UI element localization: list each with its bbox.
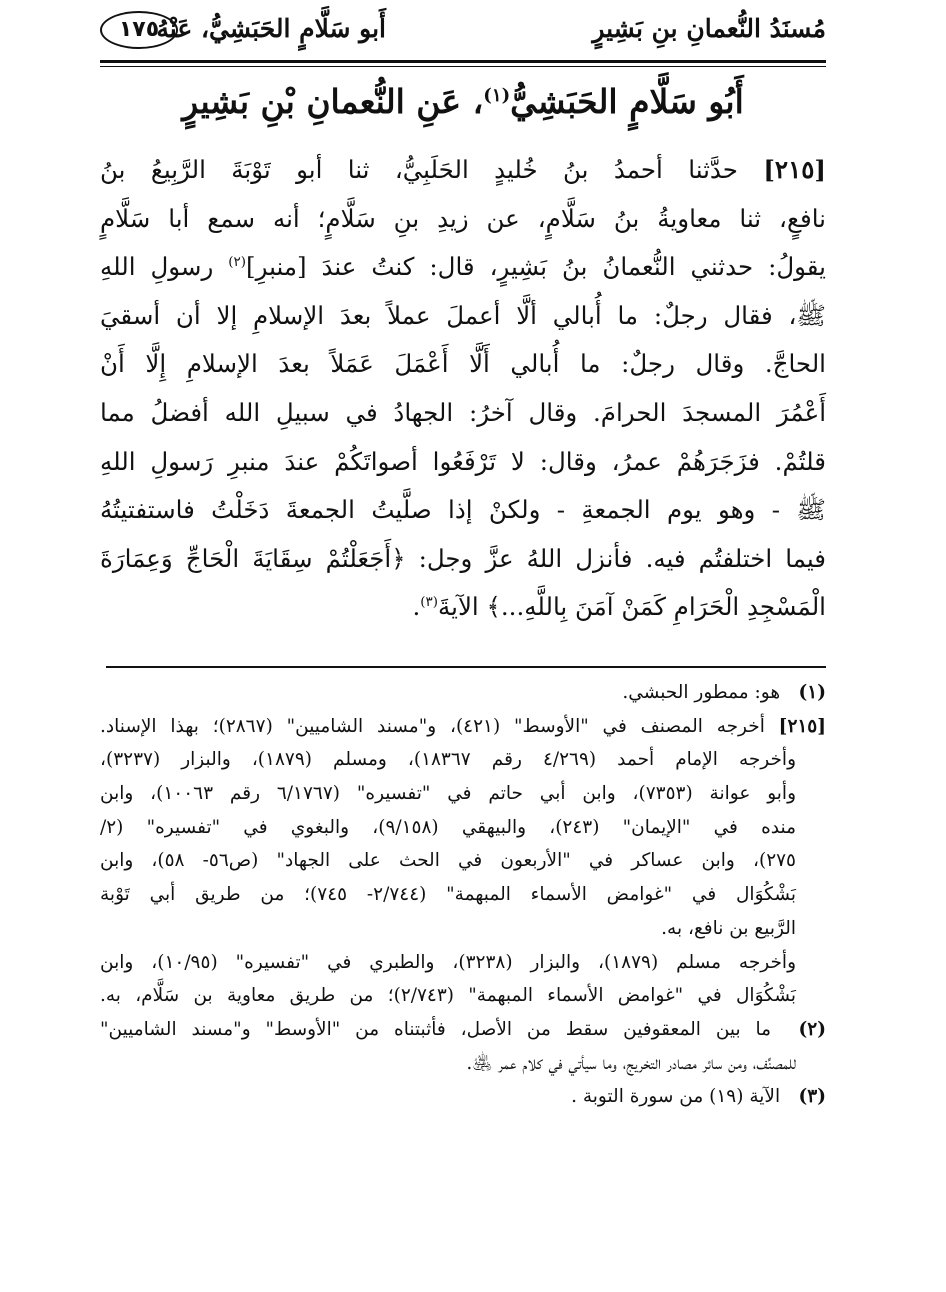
chapter-title-part1: أَبُو سَلَّامٍ الحَبَشِيُّ bbox=[510, 82, 744, 121]
hadith-line-10 bbox=[100, 583, 826, 632]
running-header bbox=[100, 8, 826, 52]
footnote-mark-1: (١) bbox=[798, 682, 826, 703]
footnote-215-line: وأبو عوانة (٧٣٥٣)، وابن أبي حاتم في "تفسيره" (٦/١٧٦٧ رقم ١٠٠٦٣)، وابن bbox=[100, 783, 796, 805]
footnote-mark-3: (٣) bbox=[798, 1086, 826, 1108]
hadith-line-7: قلتُمْ. فزَجَرَهُمْ عمرُ، وقال: لا تَرْفَعُوا أصواتَكُمْ عندَ منبرِ رَسولِ اللهِ bbox=[100, 446, 826, 476]
hadith-line-3 bbox=[100, 243, 826, 292]
footnote-text: هو: ممطور الحبشي. bbox=[622, 682, 781, 703]
footnote-mark-215: [٢١٥] bbox=[778, 715, 827, 737]
footnote-215-line: بَشْكُوَال في "غوامض الأسماء المبهمة" (٢/٧٤٤- ٧٤٥)؛ من طريق أبي تَوْبة bbox=[100, 884, 796, 906]
hadith-number: [٢١٥] bbox=[763, 155, 826, 184]
footnote-ref-1[interactable]: (١) bbox=[483, 85, 511, 106]
hadith-line-4: ﷺ، فقال رجلٌ: ما أُبالي ألَّا أعملَ عملاً بعدَ الإسلامِ إلا أن أسقيَ bbox=[100, 300, 826, 330]
footnote-215-line: الرَّبيع بن نافع، به. bbox=[661, 917, 796, 939]
footnote-1 bbox=[100, 676, 826, 710]
hadith-line-6: أَعْمُرَ المسجدَ الحرامَ. وقال آخرُ: الجهادُ في سبيلِ الله أفضلُ مما bbox=[100, 397, 826, 427]
footnote-3 bbox=[100, 1080, 826, 1114]
hadith-line-1 bbox=[100, 146, 826, 195]
hadith-line-9: فيما اختلفتُم فيه. فأنزل اللهُ عزَّ وجل: ﴿أَجَعَلْتُمْ سِقَايَةَ الْحَاجِّ وَعِمَارَةَ bbox=[100, 543, 826, 573]
footnote-separator bbox=[106, 666, 826, 668]
footnote-215-line: بَشْكُوَال في "غوامض الأسماء المبهمة" (٢/٧٤٣)؛ من طريق معاوية بن سَلَّام، به. bbox=[100, 985, 796, 1007]
footnote-ref-3[interactable]: (٣) bbox=[420, 594, 438, 611]
header-book-section: مُسنَدُ النُّعمانِ بنِ بَشِيرٍ bbox=[592, 14, 826, 43]
footnote-215-line: ٢٧٥)، وابن عساكر في "الأربعون في الحث على الجهاد" (ص٥٦- ٥٨)، وابن bbox=[100, 850, 796, 872]
footnote-text: ما بين المعقوفين سقط من الأصل، فأثبتناه من "الأوسط" و"مسند الشاميين" bbox=[100, 1018, 772, 1040]
chapter-heading bbox=[100, 82, 826, 121]
hadith-line-1-text: حدَّثنا أحمدُ بنُ خُليدٍ الحَلَبِيُّ، ثنا أبو تَوْبَةَ الرَّبِيعُ بنُ bbox=[100, 155, 738, 184]
footnote-215 bbox=[100, 710, 826, 744]
hadith-line-10-text: الْمَسْجِدِ الْحَرَامِ كَمَنْ آمَنَ بِاللَّهِ...﴾ الآيةَ bbox=[438, 592, 826, 622]
page-number: ١٧٥ bbox=[100, 11, 178, 49]
header-rule-thin bbox=[100, 66, 826, 67]
footnote-text: أخرجه المصنف في "الأوسط" (٤٢١)، و"مسند الشاميين" (٢٨٦٧)؛ بهذا الإسناد. bbox=[100, 715, 765, 737]
footnote-2-line: للمصنِّف، ومن سائر مصادر التخريج، وما سيأتي في كلام عمر ﵁. bbox=[466, 1052, 796, 1074]
chapter-title-part2: ، عَنِ النُّعمانِ بْنِ بَشِيرٍ bbox=[182, 82, 484, 121]
header-rule bbox=[100, 60, 826, 63]
footnote-ref-2[interactable]: (٢) bbox=[228, 254, 247, 271]
footnote-215-line: وأخرجه الإمام أحمد (٤/٢٦٩ رقم ١٨٣٦٧)، ومسلم (١٨٧٩)، والبزار (٣٢٣٧)، bbox=[100, 749, 797, 771]
hadith-line-10-tail: . bbox=[412, 592, 421, 622]
hadith-line-3-text: يقولُ: حدثني النُّعمانُ بنُ بَشِيرٍ، قال: كنتُ عندَ [منبرِ] bbox=[246, 252, 826, 282]
hadith-line-5: الحاجَّ. وقال رجلٌ: ما أُبالي أَلَّا أَعْمَلَ عَمَلاً بعدَ الإسلامِ إِلَّا أَنْ bbox=[100, 349, 826, 379]
footnote-2 bbox=[100, 1013, 826, 1047]
footnotes bbox=[100, 676, 826, 1114]
footnote-215-line: منده في "الإيمان" (٢٤٣)، والبيهقي (٩/١٥٨)، والبغوي في "تفسيره" (٢/ bbox=[100, 816, 796, 838]
hadith-line-3-tail: رسولِ اللهِ bbox=[100, 252, 214, 282]
footnote-mark-2: (٢) bbox=[798, 1018, 826, 1040]
hadith-text bbox=[100, 146, 826, 632]
footnote-text: الآية (١٩) من سورة التوبة . bbox=[571, 1086, 781, 1108]
footnote-215-line: وأخرجه مسلم (١٨٧٩)، والبزار (٣٢٣٨)، والطبري في "تفسيره" (١٠/٩٥)، وابن bbox=[100, 951, 797, 973]
hadith-line-2: نافعٍ، ثنا معاويةُ بنُ سَلَّامٍ، عن زيدِ بنِ سَلَّامٍ؛ أنه سمع أبا سَلَّامٍ bbox=[100, 203, 826, 233]
hadith-line-8: ﷺ - وهو يوم الجمعةِ - ولكنْ إذا صلَّيتُ الجمعةَ دَخَلْتُ فاستفتيتُهُ bbox=[100, 495, 826, 525]
header-narrator-section: أَبو سَلَّامٍ الحَبَشِيُّ، عَنْهُ bbox=[156, 14, 386, 43]
